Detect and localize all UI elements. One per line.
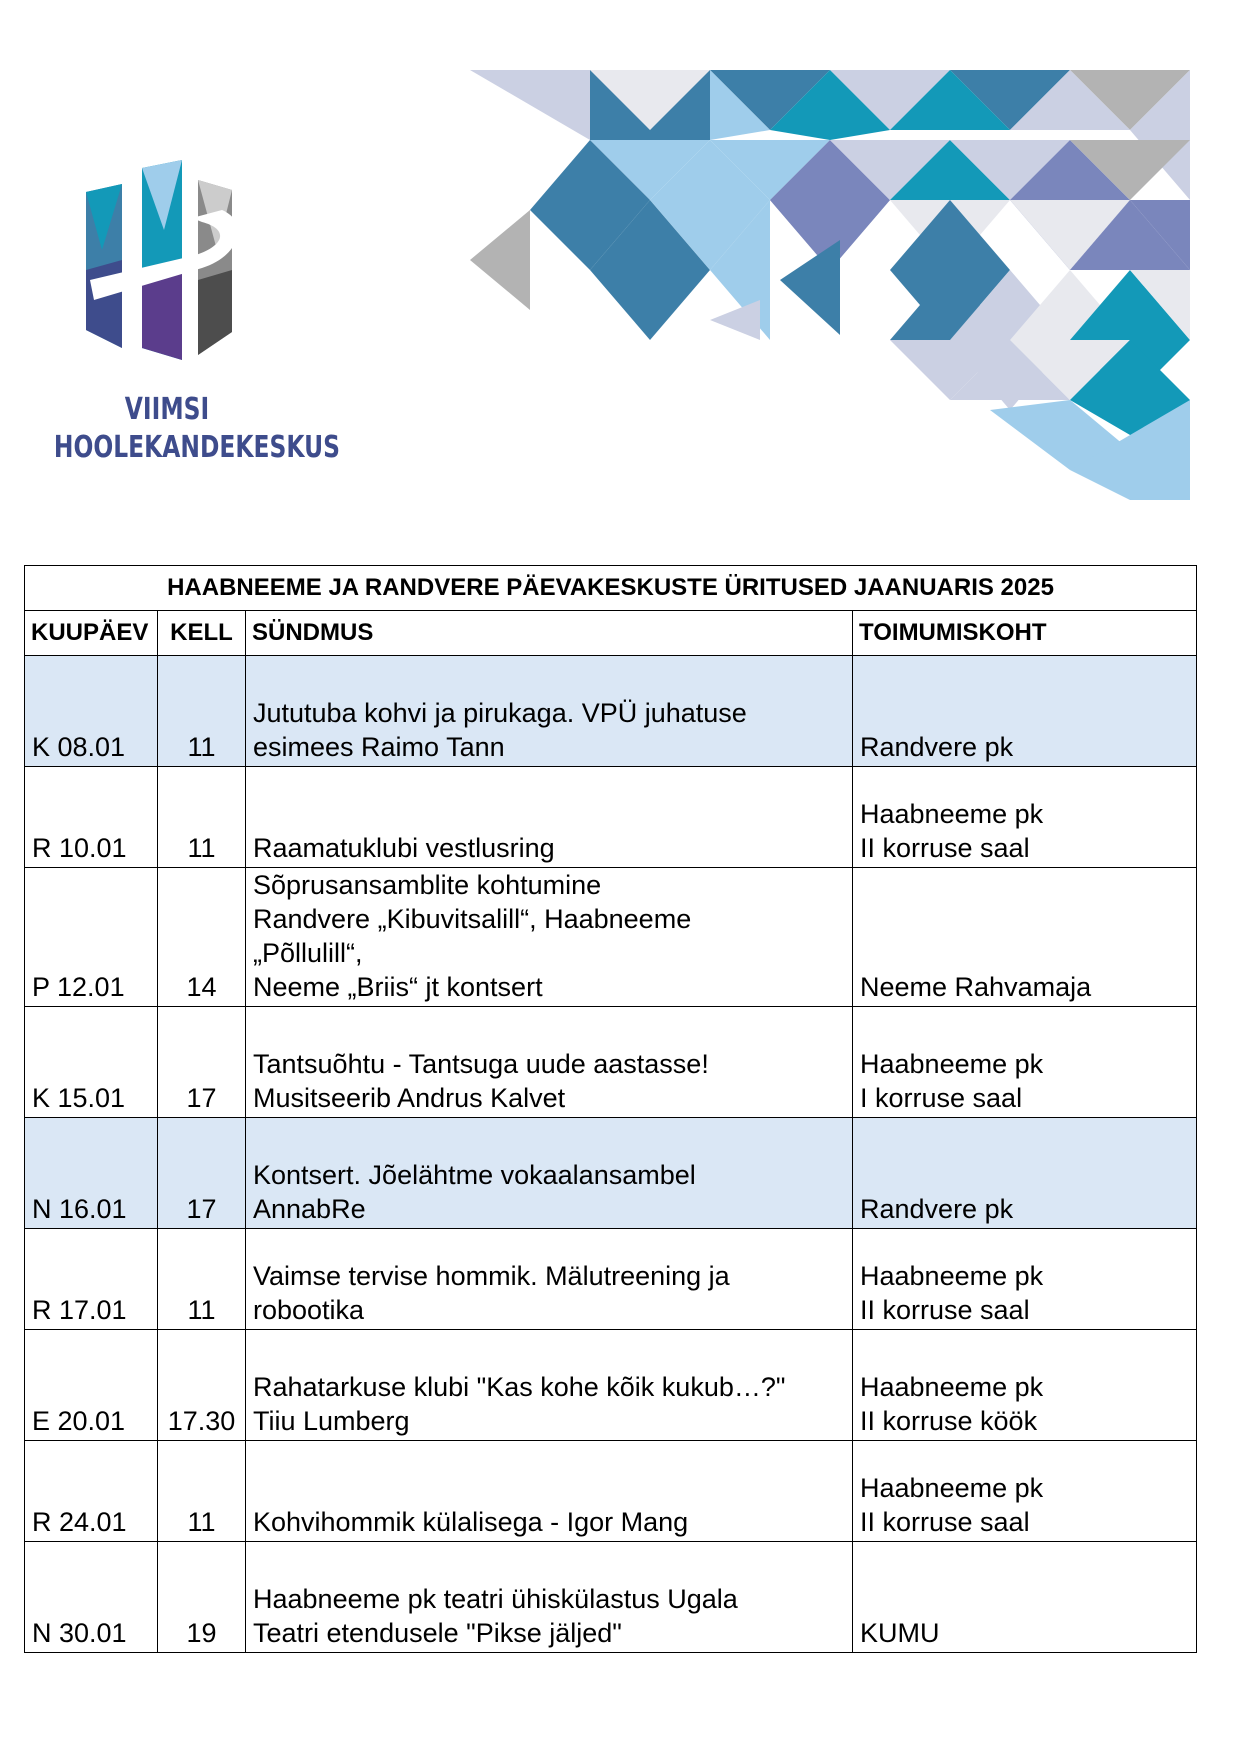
header-time: KELL — [158, 611, 246, 656]
header-date: KUUPÄEV — [25, 611, 158, 656]
cell-date: K 15.01 — [25, 1007, 158, 1118]
cell-place: Randvere pk — [853, 1118, 1197, 1229]
cell-time: 17 — [158, 1118, 246, 1229]
cell-date: R 24.01 — [25, 1441, 158, 1542]
table-title: HAABNEEME JA RANDVERE PÄEVAKESKUSTE ÜRITUSED JAANUARIS 2025 — [25, 566, 1197, 611]
cell-place: Haabneeme pk I korruse saal — [853, 1007, 1197, 1118]
cell-time: 11 — [158, 656, 246, 767]
cell-time: 11 — [158, 1229, 246, 1330]
cell-time: 19 — [158, 1542, 246, 1653]
table-row — [25, 1330, 1197, 1441]
cell-place: Haabneeme pk II korruse saal — [853, 1229, 1197, 1330]
table-row — [25, 1542, 1197, 1653]
logo-text-hoolekandekeskus: HOOLEKANDEKESKUS — [53, 430, 340, 465]
cell-time: 11 — [158, 767, 246, 868]
cell-time: 11 — [158, 1441, 246, 1542]
viimsi-logo — [53, 160, 340, 470]
cell-date: R 17.01 — [25, 1229, 158, 1330]
cell-event: Kontsert. Jõelähtme vokaalansambel AnnabRe — [246, 1118, 853, 1229]
logo-text-viimsi: VIIMSI — [124, 392, 210, 427]
cell-date: R 10.01 — [25, 767, 158, 868]
cell-time: 17 — [158, 1007, 246, 1118]
cell-event: Sõprusansamblite kohtumine Randvere „Kibuvitsalill“, Haabneeme „Põllulill“, Neeme „Briis“ jt kontsert — [246, 868, 853, 1007]
cell-event: Vaimse tervise hommik. Mälutreening ja robootika — [246, 1229, 853, 1330]
cell-place: Randvere pk — [853, 656, 1197, 767]
table-row — [25, 1229, 1197, 1330]
cell-event: Kohvihommik külalisega - Igor Mang — [246, 1441, 853, 1542]
table-row — [25, 1118, 1197, 1229]
table-row — [25, 1007, 1197, 1118]
cell-event: Jututuba kohvi ja pirukaga. VPÜ juhatuse esimees Raimo Tann — [246, 656, 853, 767]
cell-event: Raamatuklubi vestlusring — [246, 767, 853, 868]
cell-event: Tantsuõhtu - Tantsuga uude aastasse! Musitseerib Andrus Kalvet — [246, 1007, 853, 1118]
cell-date: N 16.01 — [25, 1118, 158, 1229]
cell-place: KUMU — [853, 1542, 1197, 1653]
cell-event: Haabneeme pk teatri ühiskülastus Ugala Teatri etendusele "Pikse jäljed" — [246, 1542, 853, 1653]
cell-place: Neeme Rahvamaja — [853, 868, 1197, 1007]
cell-place: Haabneeme pk II korruse saal — [853, 1441, 1197, 1542]
logo-emblem-icon — [72, 160, 252, 360]
table-title-row — [25, 566, 1197, 611]
cell-event: Rahatarkuse klubi "Kas kohe kõik kukub…?" Tiiu Lumberg — [246, 1330, 853, 1441]
header-event: SÜNDMUS — [246, 611, 853, 656]
cell-place: Haabneeme pk II korruse köök — [853, 1330, 1197, 1441]
table-header-row — [25, 611, 1197, 656]
cell-time: 14 — [158, 868, 246, 1007]
cell-time: 17.30 — [158, 1330, 246, 1441]
cell-date: E 20.01 — [25, 1330, 158, 1441]
table-row — [25, 868, 1197, 1007]
cell-date: K 08.01 — [25, 656, 158, 767]
table-row — [25, 767, 1197, 868]
header-place: TOIMUMISKOHT — [853, 611, 1197, 656]
cell-date: P 12.01 — [25, 868, 158, 1007]
table-row — [25, 1441, 1197, 1542]
triangle-pattern-decoration — [470, 70, 1220, 500]
cell-date: N 30.01 — [25, 1542, 158, 1653]
events-table — [24, 565, 1197, 1653]
table-row — [25, 656, 1197, 767]
cell-place: Haabneeme pk II korruse saal — [853, 767, 1197, 868]
